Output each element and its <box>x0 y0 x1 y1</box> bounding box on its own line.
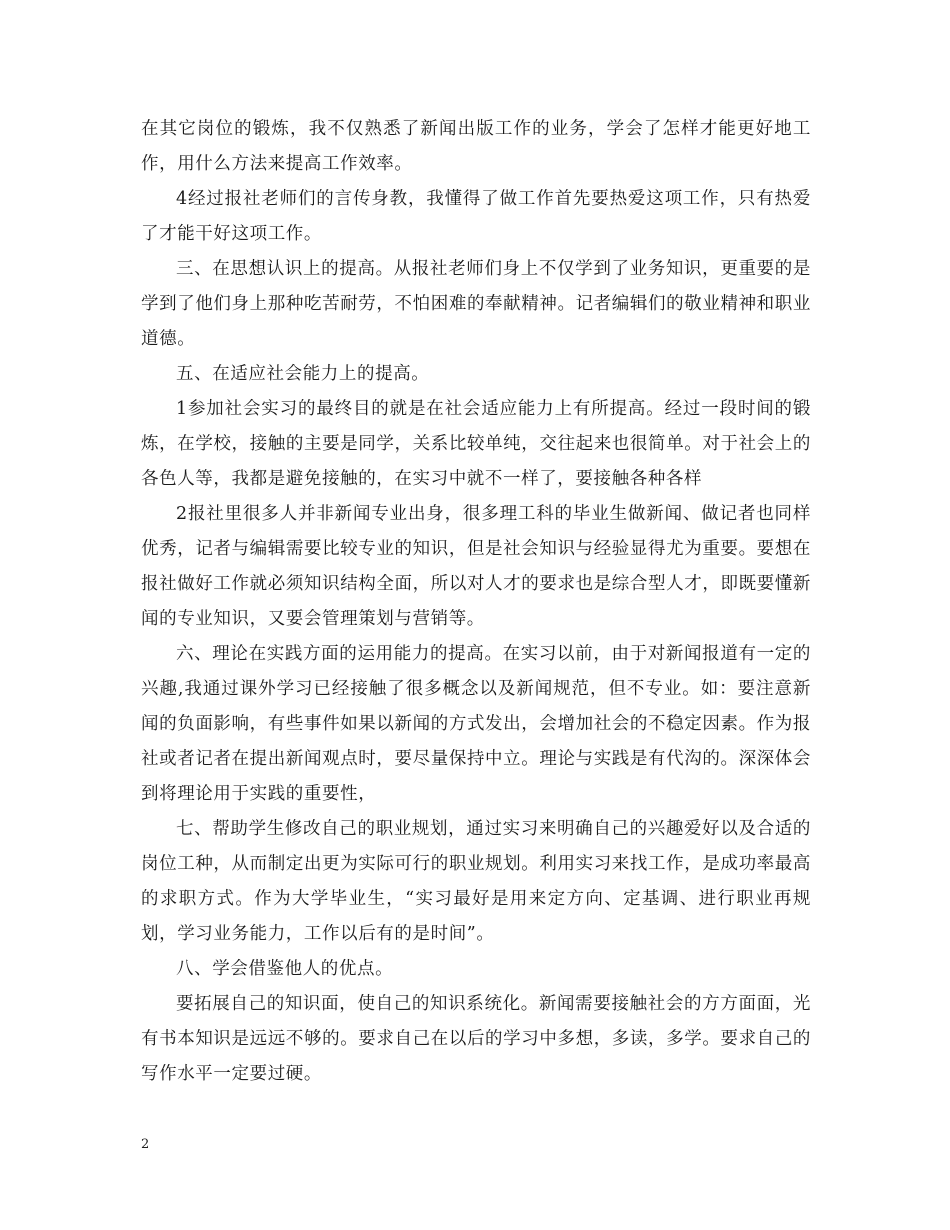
page-number: 2 <box>141 1137 150 1152</box>
paragraph-1: 在其它岗位的锻炼，我不仅熟悉了新闻出版工作的业务，学会了怎样才能更好地工作，用什么方法来提高工作效率。 <box>141 119 811 174</box>
paragraph-10: 要拓展自己的知识面，使自己的知识系统化。新闻需要接触社会的方方面面，光有书本知识是远远不够的。要求自己在以后的学习中多想，多读，多学。要求自己的写作水平一定要过硬。 <box>141 994 811 1084</box>
paragraph-7: 六、理论在实践方面的运用能力的提高。在实习以前，由于对新闻报道有一定的兴趣,我通过课外学习已经接触了很多概念以及新闻规范，但不专业。如：要注意新闻的负面影响，有些事件如果以新闻的方式发出，会增加社会的不稳定因素。作为报社或者记者在提出新闻观点时，要尽量保持中立。理论与实践是有代沟的。深深体会到将理论用于实践的重要性， <box>141 644 811 804</box>
paragraph-5: 1参加社会实习的最终目的就是在社会适应能力上有所提高。经过一段时间的锻炼，在学校，接触的主要是同学，关系比较单纯，交往起来也很简单。对于社会上的各色人等，我都是避免接触的，在实习中就不一样了，要接触各种各样 <box>141 399 811 489</box>
paragraph-4: 五、在适应社会能力上的提高。 <box>176 364 430 384</box>
paragraph-3: 三、在思想认识上的提高。从报社老师们身上不仅学到了业务知识，更重要的是学到了他们身上那种吃苦耐劳，不怕困难的奉献精神。记者编辑们的敬业精神和职业道德。 <box>141 259 811 349</box>
paragraph-8: 七、帮助学生修改自己的职业规划，通过实习来明确自己的兴趣爱好以及合适的岗位工种，从而制定出更为实际可行的职业规划。利用实习来找工作，是成功率最高的求职方式。作为大学毕业生，“实习最好是用来定方向、定基调、进行职业再规划，学习业务能力，工作以后有的是时间”。 <box>141 819 811 944</box>
paragraph-6: 2报社里很多人并非新闻专业出身，很多理工科的毕业生做新闻、做记者也同样优秀，记者与编辑需要比较专业的知识，但是社会知识与经验显得尤为重要。要想在报社做好工作就必须知识结构全面，所以对人才的要求也是综合型人才，即既要懂新闻的专业知识，又要会管理策划与营销等。 <box>141 504 811 629</box>
paragraph-9: 八、学会借鉴他人的优点。 <box>176 959 394 979</box>
paragraph-2: 4经过报社老师们的言传身教，我懂得了做工作首先要热爱这项工作，只有热爱了才能干好这项工作。 <box>141 189 811 244</box>
body-text <box>141 112 811 1092</box>
